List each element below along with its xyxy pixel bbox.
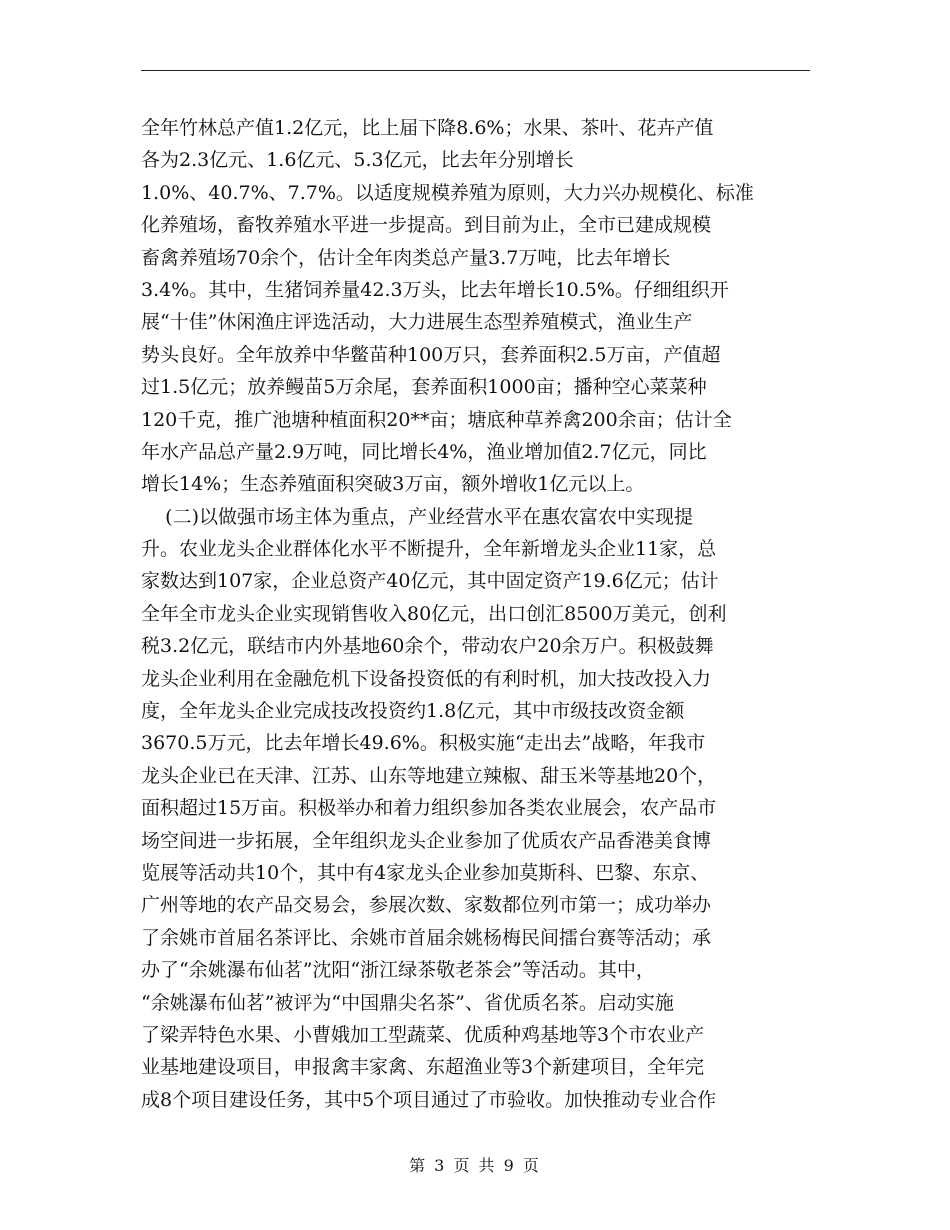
text-line: 家数达到107家，企业总资产40亿元，其中固定资产19.6亿元；估计 (141, 570, 719, 593)
header-rule (141, 70, 810, 71)
text-line: 过1.5亿元；放养鳗苗5万余尾，套养面积1000亩；播种空心菜菜种 (141, 376, 707, 399)
text-line: 3.4%。其中，生猪饲养量42.3万头，比去年增长10.5%。仔细组织开 (141, 278, 729, 301)
text-line: 了梁弄特色水果、小曹娥加工型蔬菜、优质种鸡基地等3个市农业产 (141, 1023, 705, 1046)
text-line: (二)以做强市场主体为重点，产业经营水平在惠农富农中实现提 (141, 505, 693, 528)
text-line: 升。农业龙头企业群体化水平不断提升，全年新增龙头企业11家，总 (141, 538, 717, 561)
text-line: 业基地建设项目，申报禽丰家禽、东超渔业等3个新建项目，全年完 (141, 1056, 705, 1079)
text-line: 龙头企业已在天津、江苏、山东等地建立辣椒、甜玉米等基地20个， (141, 764, 717, 787)
text-line: 览展等活动共10个，其中有4家龙头企业参加莫斯科、巴黎、东京、 (141, 861, 710, 884)
text-line: 畜禽养殖场70余个，估计全年肉类总产量3.7万吨，比去年增长 (141, 246, 671, 269)
text-line: 龙头企业利用在金融危机下设备投资低的有利时机，加大技改投入力 (141, 667, 712, 690)
text-line: 成8个项目建设任务，其中5个项目通过了市验收。加快推动专业合作 (141, 1088, 717, 1111)
text-line: 120千克，推广池塘种植面积20**亩；塘底种草养禽200余亩；估计全 (141, 408, 732, 431)
text-line: 了余姚市首届名茶评比、余姚市首届余姚杨梅民间擂台赛等活动；承 (141, 926, 712, 949)
text-line: 1.0%、40.7%、7.7%。以适度规模养殖为原则，大力兴办规模化、标准 (141, 181, 754, 204)
text-line: “余姚瀑布仙茗”被评为“中国鼎尖名茶”、省优质名茶。启动实施 (141, 991, 674, 1014)
text-line: 增长14%；生态养殖面积突破3万亩，额外增收1亿元以上。 (141, 473, 645, 496)
text-line: 办了“余姚瀑布仙茗”沈阳“浙江绿茶敬老茶会”等活动。其中， (141, 959, 655, 982)
text-line: 度，全年龙头企业完成技改投资约1.8亿元，其中市级技改资金额 (141, 700, 685, 723)
text-line: 3670.5万元，比去年增长49.6%。积极实施“走出去”战略，年我市 (141, 732, 706, 755)
text-line: 广州等地的农产品交易会，参展次数、家数都位列市第一；成功举办 (141, 894, 712, 917)
text-line: 面积超过15万亩。积极举办和着力组织参加各类农业展会，农产品市 (141, 797, 717, 820)
text-line: 势头良好。全年放养中华鳖苗种100万只，套养面积2.5万亩，产值超 (141, 343, 721, 366)
page-number-footer: 第 3 页 共 9 页 (409, 1156, 541, 1175)
text-line: 化养殖场，畜牧养殖水平进一步提高。到目前为止，全市已建成规模 (141, 214, 712, 237)
text-line: 年水产品总产量2.9万吨，同比增长4%，渔业增加值2.7亿元，同比 (141, 440, 707, 463)
body-text (141, 112, 811, 1116)
text-line: 全年全市龙头企业实现销售收入80亿元，出口创汇8500万美元，创利 (141, 602, 727, 625)
text-line: 全年竹林总产值1.2亿元，比上届下降8.6%；水果、茶叶、花卉产值 (141, 117, 714, 139)
text-line: 税3.2亿元，联结市内外基地60余个，带动农户20余万户。积极鼓舞 (141, 635, 714, 658)
text-line: 场空间进一步拓展，全年组织龙头企业参加了优质农产品香港美食博 (141, 829, 712, 852)
text-line: 各为2.3亿元、1.6亿元、5.3亿元，比去年分别增长 (141, 149, 574, 172)
text-line: 展“十佳”休闲渔庄评选活动，大力进展生态型养殖模式，渔业生产 (141, 311, 693, 334)
